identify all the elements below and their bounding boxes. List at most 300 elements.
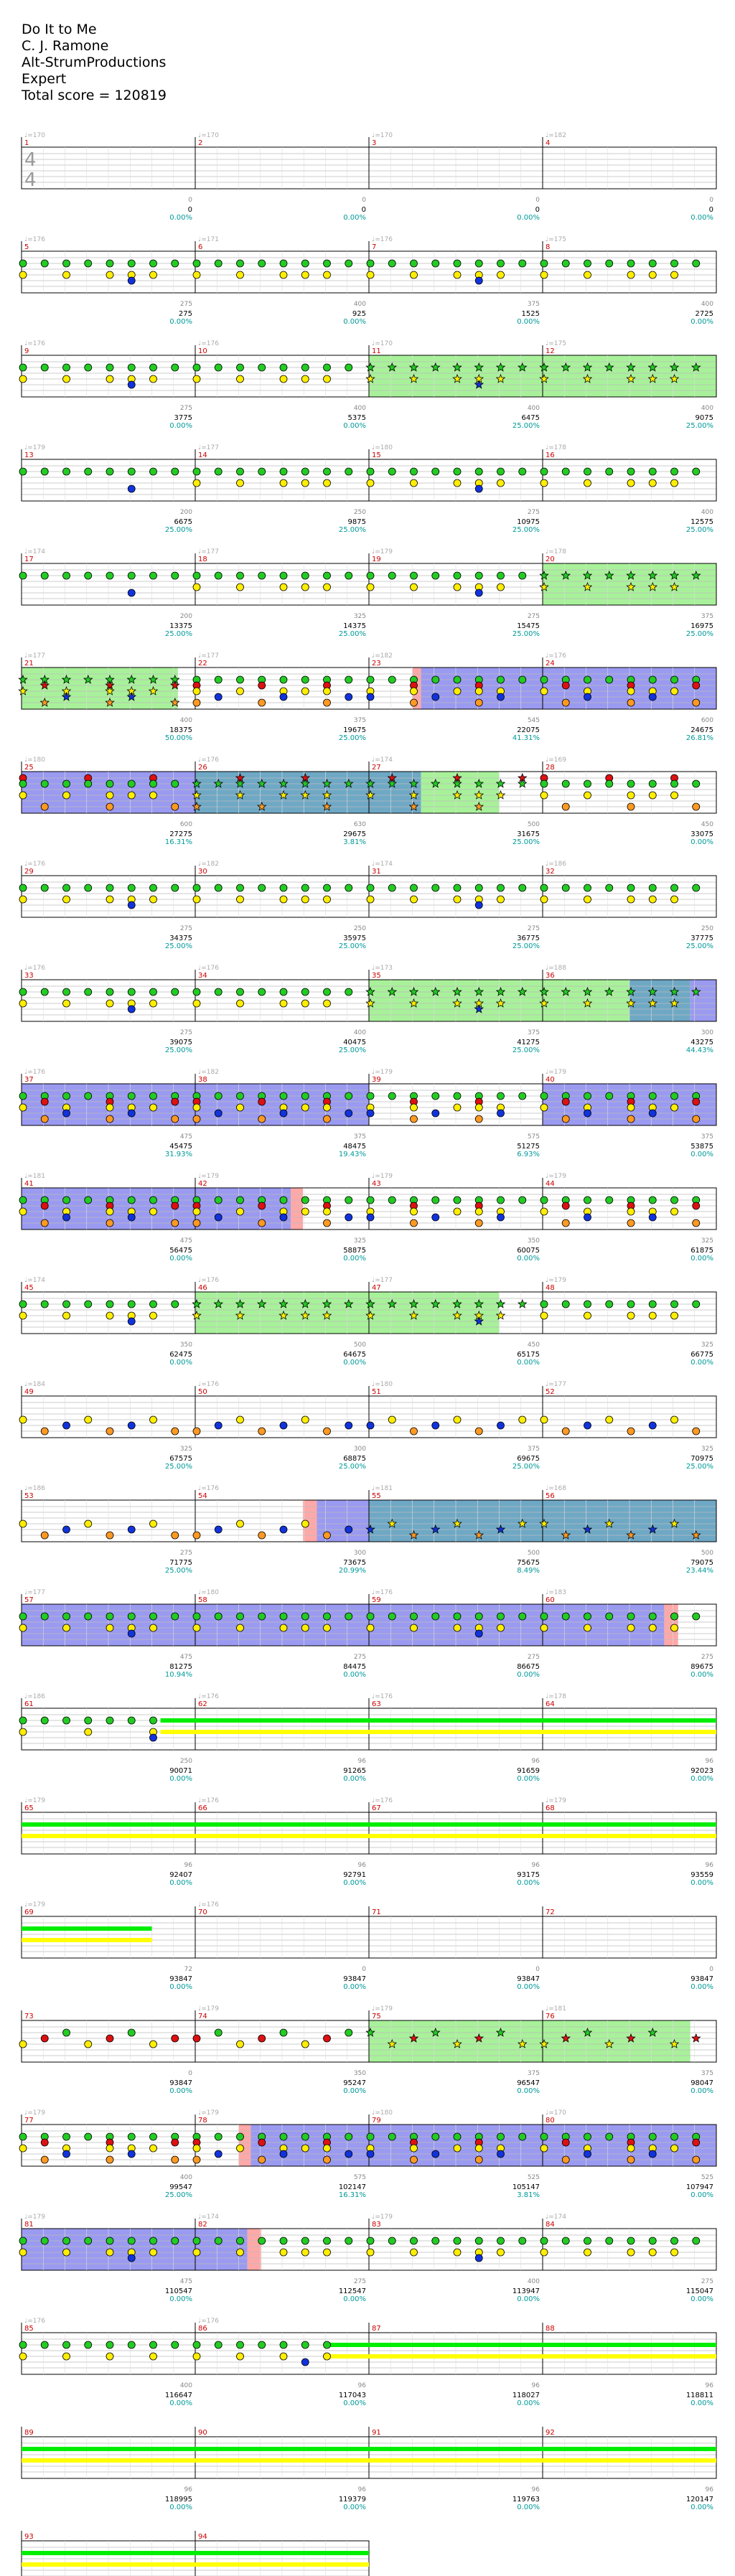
measure-multiplier: 25.00% bbox=[685, 1463, 713, 1471]
note bbox=[627, 2237, 635, 2244]
bpm-label: ♩=182 bbox=[546, 132, 566, 139]
note bbox=[280, 2237, 287, 2244]
chart-row bbox=[22, 2531, 369, 2576]
note bbox=[497, 676, 505, 683]
note bbox=[19, 271, 27, 278]
note bbox=[85, 1717, 92, 1724]
note bbox=[671, 1092, 678, 1100]
note bbox=[324, 2341, 331, 2348]
note bbox=[497, 884, 505, 891]
note bbox=[237, 375, 244, 383]
note bbox=[367, 468, 374, 475]
measure-number: 30 bbox=[198, 868, 207, 876]
bpm-label: ♩=175 bbox=[546, 340, 566, 347]
measure-multiplier: 0.00% bbox=[169, 318, 192, 326]
note-count: 0 bbox=[535, 197, 540, 204]
note bbox=[324, 1208, 331, 1215]
note bbox=[432, 676, 439, 683]
measure-multiplier: 25.00% bbox=[512, 422, 540, 430]
note bbox=[671, 1196, 678, 1204]
measure-score: 115047 bbox=[685, 2287, 713, 2295]
note bbox=[85, 2041, 92, 2048]
note-count: 275 bbox=[701, 2278, 713, 2285]
note-count: 96 bbox=[531, 2486, 540, 2493]
measure-score: 14375 bbox=[343, 622, 366, 630]
bpm-label: ♩=169 bbox=[546, 757, 566, 764]
note bbox=[367, 676, 374, 683]
bpm-label: ♩=170 bbox=[198, 132, 219, 139]
note bbox=[280, 676, 287, 683]
measure-multiplier: 0.00% bbox=[343, 1983, 366, 1991]
note-count: 325 bbox=[353, 1237, 366, 1245]
note bbox=[19, 1104, 27, 1111]
note bbox=[128, 792, 135, 799]
bpm-label: ♩=179 bbox=[546, 1173, 566, 1180]
note bbox=[432, 1110, 439, 1117]
measure-multiplier: 0.00% bbox=[169, 2087, 192, 2095]
note bbox=[627, 468, 635, 475]
measure-score: 6675 bbox=[174, 518, 192, 526]
note bbox=[345, 364, 352, 371]
measure-number: 66 bbox=[198, 1804, 207, 1812]
note-count: 0 bbox=[535, 1966, 540, 1973]
bpm-label: ♩=183 bbox=[546, 1589, 566, 1596]
note bbox=[258, 2139, 266, 2146]
note bbox=[150, 2341, 157, 2348]
note bbox=[19, 884, 27, 891]
note bbox=[215, 364, 222, 371]
note bbox=[649, 479, 656, 487]
note bbox=[497, 584, 505, 591]
note bbox=[432, 884, 439, 891]
note bbox=[280, 1624, 287, 1631]
measure-multiplier: 25.00% bbox=[512, 1046, 540, 1054]
note bbox=[606, 260, 613, 267]
note bbox=[540, 260, 548, 267]
bpm-label: ♩=177 bbox=[198, 548, 219, 556]
note bbox=[324, 2249, 331, 2256]
measure-multiplier: 3.81% bbox=[517, 2191, 540, 2199]
note bbox=[280, 896, 287, 903]
note bbox=[584, 1312, 591, 1319]
note-count: 375 bbox=[701, 1133, 713, 1141]
note bbox=[540, 676, 548, 683]
note bbox=[193, 988, 200, 996]
note bbox=[106, 2353, 113, 2360]
note bbox=[237, 1416, 244, 1423]
note bbox=[454, 896, 461, 903]
note bbox=[128, 988, 135, 996]
note bbox=[172, 2237, 179, 2244]
measure-score: 60075 bbox=[517, 1247, 540, 1255]
bpm-label: ♩=176 bbox=[198, 1277, 219, 1284]
note bbox=[540, 688, 548, 695]
note bbox=[128, 364, 135, 371]
note bbox=[193, 2156, 200, 2163]
note bbox=[497, 2133, 505, 2140]
measure-score: 69675 bbox=[517, 1455, 540, 1463]
note bbox=[671, 2145, 678, 2152]
note bbox=[497, 896, 505, 903]
note bbox=[497, 260, 505, 267]
measure-score: 98047 bbox=[690, 2079, 713, 2087]
measure-multiplier: 0.00% bbox=[169, 1879, 192, 1887]
measure-score: 93847 bbox=[169, 2079, 192, 2087]
note bbox=[367, 1092, 374, 1100]
note bbox=[497, 1422, 505, 1429]
note bbox=[432, 2133, 439, 2140]
note bbox=[280, 884, 287, 891]
note bbox=[475, 699, 482, 706]
note bbox=[562, 699, 569, 706]
note bbox=[606, 884, 613, 891]
note bbox=[63, 1092, 70, 1100]
measure-multiplier: 3.81% bbox=[343, 838, 366, 846]
note bbox=[671, 688, 678, 695]
note-count: 96 bbox=[705, 1758, 713, 1765]
note bbox=[497, 468, 505, 475]
bpm-label: ♩=186 bbox=[546, 861, 566, 868]
bpm-label: ♩=179 bbox=[24, 444, 45, 451]
note bbox=[301, 988, 309, 996]
note bbox=[128, 589, 135, 596]
measure-score: 81275 bbox=[169, 1663, 192, 1671]
note bbox=[106, 988, 113, 996]
note bbox=[301, 584, 309, 591]
note bbox=[215, 572, 222, 579]
note bbox=[649, 2249, 656, 2256]
note bbox=[150, 375, 157, 383]
note bbox=[454, 572, 461, 579]
note bbox=[237, 271, 244, 278]
note bbox=[367, 260, 374, 267]
note-count: 400 bbox=[179, 2382, 192, 2389]
note bbox=[411, 2145, 418, 2152]
note bbox=[562, 1613, 569, 1620]
note bbox=[454, 468, 461, 475]
note bbox=[475, 884, 482, 891]
note bbox=[475, 260, 482, 267]
note bbox=[128, 1214, 135, 1221]
note bbox=[150, 2145, 157, 2152]
bpm-label: ♩=176 bbox=[198, 1797, 219, 1804]
note bbox=[19, 2237, 27, 2244]
note bbox=[584, 2133, 591, 2140]
measure-number: 20 bbox=[546, 556, 555, 563]
note bbox=[85, 1613, 92, 1620]
measure-number: 19 bbox=[372, 556, 381, 563]
measure-score: 73675 bbox=[343, 1559, 366, 1567]
note bbox=[627, 2156, 635, 2163]
measure-number: 94 bbox=[198, 2533, 207, 2541]
note bbox=[324, 271, 331, 278]
measure-score: 10975 bbox=[517, 518, 540, 526]
note bbox=[324, 896, 331, 903]
note-count: 500 bbox=[701, 1550, 713, 1557]
note bbox=[172, 2035, 179, 2042]
measure-multiplier: 25.00% bbox=[512, 526, 540, 534]
note bbox=[693, 2237, 700, 2244]
note bbox=[193, 1613, 200, 1620]
note bbox=[345, 468, 352, 475]
note bbox=[128, 1006, 135, 1013]
note bbox=[128, 1318, 135, 1325]
note bbox=[106, 884, 113, 891]
note bbox=[63, 780, 70, 787]
note bbox=[301, 676, 309, 683]
note-count: 500 bbox=[527, 821, 540, 828]
note bbox=[540, 1196, 548, 1204]
note bbox=[693, 1301, 700, 1308]
note bbox=[540, 896, 548, 903]
note-count: 250 bbox=[179, 1758, 192, 1765]
note bbox=[584, 479, 591, 487]
measure-multiplier: 0.00% bbox=[517, 1255, 540, 1263]
note bbox=[172, 780, 179, 787]
note bbox=[627, 479, 635, 487]
measure-number: 62 bbox=[198, 1700, 207, 1708]
note bbox=[172, 1428, 179, 1435]
note bbox=[172, 1532, 179, 1539]
note bbox=[367, 2133, 374, 2140]
sustain-trail bbox=[22, 2447, 716, 2451]
note bbox=[606, 780, 613, 787]
measure-number: 48 bbox=[546, 1284, 555, 1292]
note bbox=[128, 780, 135, 787]
note bbox=[606, 1196, 613, 1204]
note bbox=[128, 260, 135, 267]
note bbox=[693, 1613, 700, 1620]
measure-multiplier: 25.00% bbox=[164, 1463, 192, 1471]
bpm-label: ♩=176 bbox=[198, 340, 219, 347]
note bbox=[671, 1312, 678, 1319]
note bbox=[193, 2237, 200, 2244]
note bbox=[258, 572, 266, 579]
measure-score: 12575 bbox=[690, 518, 713, 526]
note bbox=[280, 1196, 287, 1204]
measure-number: 44 bbox=[546, 1180, 555, 1188]
note bbox=[693, 1428, 700, 1435]
bpm-label: ♩=176 bbox=[24, 965, 45, 972]
measure-multiplier: 0.00% bbox=[690, 2191, 713, 2199]
note bbox=[172, 803, 179, 810]
note bbox=[345, 1196, 352, 1204]
note bbox=[301, 1624, 309, 1631]
note bbox=[301, 896, 309, 903]
note bbox=[345, 693, 352, 701]
note bbox=[215, 1196, 222, 1204]
note bbox=[411, 2249, 418, 2256]
measure-number: 22 bbox=[198, 660, 207, 668]
note bbox=[627, 1104, 635, 1111]
note bbox=[150, 1092, 157, 1100]
sustain-trail bbox=[22, 1822, 716, 1827]
note bbox=[106, 2341, 113, 2348]
note bbox=[193, 2341, 200, 2348]
measure-multiplier: 0.00% bbox=[517, 1359, 540, 1367]
measure-number: 9 bbox=[24, 347, 29, 355]
note bbox=[128, 884, 135, 891]
note bbox=[345, 1422, 352, 1429]
measure-score: 93847 bbox=[690, 1975, 713, 1983]
measure-score: 93175 bbox=[517, 1871, 540, 1879]
note bbox=[584, 896, 591, 903]
bpm-label: ♩=180 bbox=[198, 1589, 219, 1596]
note bbox=[106, 1532, 113, 1539]
note bbox=[215, 1422, 222, 1429]
bpm-label: ♩=180 bbox=[372, 444, 393, 451]
note bbox=[193, 1219, 200, 1227]
bpm-label: ♩=176 bbox=[24, 236, 45, 243]
measure-number: 6 bbox=[198, 243, 203, 251]
note bbox=[85, 572, 92, 579]
chart-row bbox=[22, 1901, 716, 1991]
note bbox=[693, 1115, 700, 1123]
note bbox=[301, 468, 309, 475]
measure-number: 46 bbox=[198, 1284, 207, 1292]
time-signature-bottom: 4 bbox=[24, 169, 37, 191]
note bbox=[649, 1214, 656, 1221]
measure-multiplier: 20.99% bbox=[338, 1567, 366, 1575]
measure-multiplier: 0.00% bbox=[517, 318, 540, 326]
note-count: 250 bbox=[353, 925, 366, 932]
note bbox=[19, 1196, 27, 1204]
note bbox=[388, 1416, 395, 1423]
note bbox=[627, 780, 635, 787]
note bbox=[258, 1219, 266, 1227]
measure-multiplier: 25.00% bbox=[338, 526, 366, 534]
note bbox=[237, 260, 244, 267]
measure-score: 0 bbox=[535, 206, 540, 214]
note bbox=[150, 792, 157, 799]
note bbox=[497, 271, 505, 278]
measure-multiplier: 0.00% bbox=[690, 1775, 713, 1783]
note-count: 400 bbox=[701, 301, 713, 308]
measure-multiplier: 25.00% bbox=[338, 630, 366, 638]
note bbox=[128, 2254, 135, 2262]
note bbox=[258, 988, 266, 996]
note bbox=[584, 2150, 591, 2158]
bpm-label: ♩=180 bbox=[372, 1381, 393, 1388]
note bbox=[63, 792, 70, 799]
measure-multiplier: 0.00% bbox=[517, 2504, 540, 2511]
note bbox=[106, 780, 113, 787]
note bbox=[106, 2249, 113, 2256]
measure-number: 32 bbox=[546, 868, 555, 876]
note-count: 96 bbox=[531, 2382, 540, 2389]
measure-multiplier: 0.00% bbox=[343, 214, 366, 222]
measure-score: 37775 bbox=[690, 935, 713, 942]
note bbox=[671, 792, 678, 799]
measure-score: 119379 bbox=[338, 2496, 366, 2504]
note bbox=[215, 2150, 222, 2158]
bpm-label: ♩=184 bbox=[24, 1381, 45, 1388]
note bbox=[63, 1214, 70, 1221]
note bbox=[280, 271, 287, 278]
note bbox=[649, 1196, 656, 1204]
note bbox=[150, 780, 157, 787]
measure-score: 58875 bbox=[343, 1247, 366, 1255]
measure-multiplier: 41.31% bbox=[512, 734, 540, 742]
note bbox=[237, 2041, 244, 2048]
measure-number: 86 bbox=[198, 2325, 207, 2333]
note bbox=[258, 2035, 266, 2042]
note bbox=[172, 2139, 179, 2146]
measure-score: 0 bbox=[187, 206, 192, 214]
note bbox=[411, 271, 418, 278]
measure-number: 23 bbox=[372, 660, 381, 668]
measure-number: 13 bbox=[24, 451, 34, 459]
bpm-label: ♩=170 bbox=[372, 340, 393, 347]
note bbox=[301, 1092, 309, 1100]
measure-score: 36775 bbox=[517, 935, 540, 942]
note bbox=[63, 1422, 70, 1429]
note bbox=[649, 1422, 656, 1429]
bpm-label: ♩=179 bbox=[546, 1797, 566, 1804]
note bbox=[432, 468, 439, 475]
note bbox=[128, 485, 135, 492]
note bbox=[41, 988, 48, 996]
note bbox=[540, 1092, 548, 1100]
chart-row bbox=[19, 652, 716, 742]
note bbox=[258, 2156, 266, 2163]
note bbox=[193, 271, 200, 278]
measure-score: 34375 bbox=[169, 935, 192, 942]
note-count: 300 bbox=[701, 1029, 713, 1036]
measure-score: 75675 bbox=[517, 1559, 540, 1567]
note bbox=[324, 260, 331, 267]
note bbox=[106, 271, 113, 278]
note-count: 275 bbox=[179, 405, 192, 412]
note bbox=[649, 693, 656, 701]
note-count: 0 bbox=[709, 197, 713, 204]
note bbox=[649, 2133, 656, 2140]
measure-multiplier: 16.31% bbox=[338, 2191, 366, 2199]
note bbox=[584, 2249, 591, 2256]
note bbox=[280, 988, 287, 996]
note bbox=[258, 1202, 266, 1209]
note bbox=[301, 2237, 309, 2244]
measure-number: 63 bbox=[372, 1700, 381, 1708]
note bbox=[280, 1214, 287, 1221]
note bbox=[128, 1630, 135, 1637]
note-count: 375 bbox=[527, 2070, 540, 2077]
note bbox=[475, 277, 482, 284]
note bbox=[237, 1624, 244, 1631]
note bbox=[106, 1624, 113, 1631]
measure-number: 57 bbox=[24, 1596, 34, 1604]
note-count: 200 bbox=[179, 613, 192, 620]
measure-multiplier: 0.00% bbox=[343, 2087, 366, 2095]
measure-score: 5375 bbox=[347, 414, 366, 422]
note bbox=[258, 2341, 266, 2348]
note bbox=[562, 1115, 569, 1123]
note bbox=[606, 1301, 613, 1308]
note bbox=[106, 1312, 113, 1319]
note bbox=[106, 1301, 113, 1308]
measure-score: 15475 bbox=[517, 622, 540, 630]
bpm-label: ♩=176 bbox=[198, 1901, 219, 1908]
note-count: 400 bbox=[527, 2278, 540, 2285]
measure-number: 75 bbox=[372, 2013, 381, 2020]
note-count: 250 bbox=[701, 925, 713, 932]
note bbox=[367, 2249, 374, 2256]
note-count: 400 bbox=[353, 301, 366, 308]
note bbox=[345, 1110, 352, 1117]
note bbox=[280, 1092, 287, 1100]
note bbox=[106, 1428, 113, 1435]
bpm-label: ♩=176 bbox=[24, 861, 45, 868]
